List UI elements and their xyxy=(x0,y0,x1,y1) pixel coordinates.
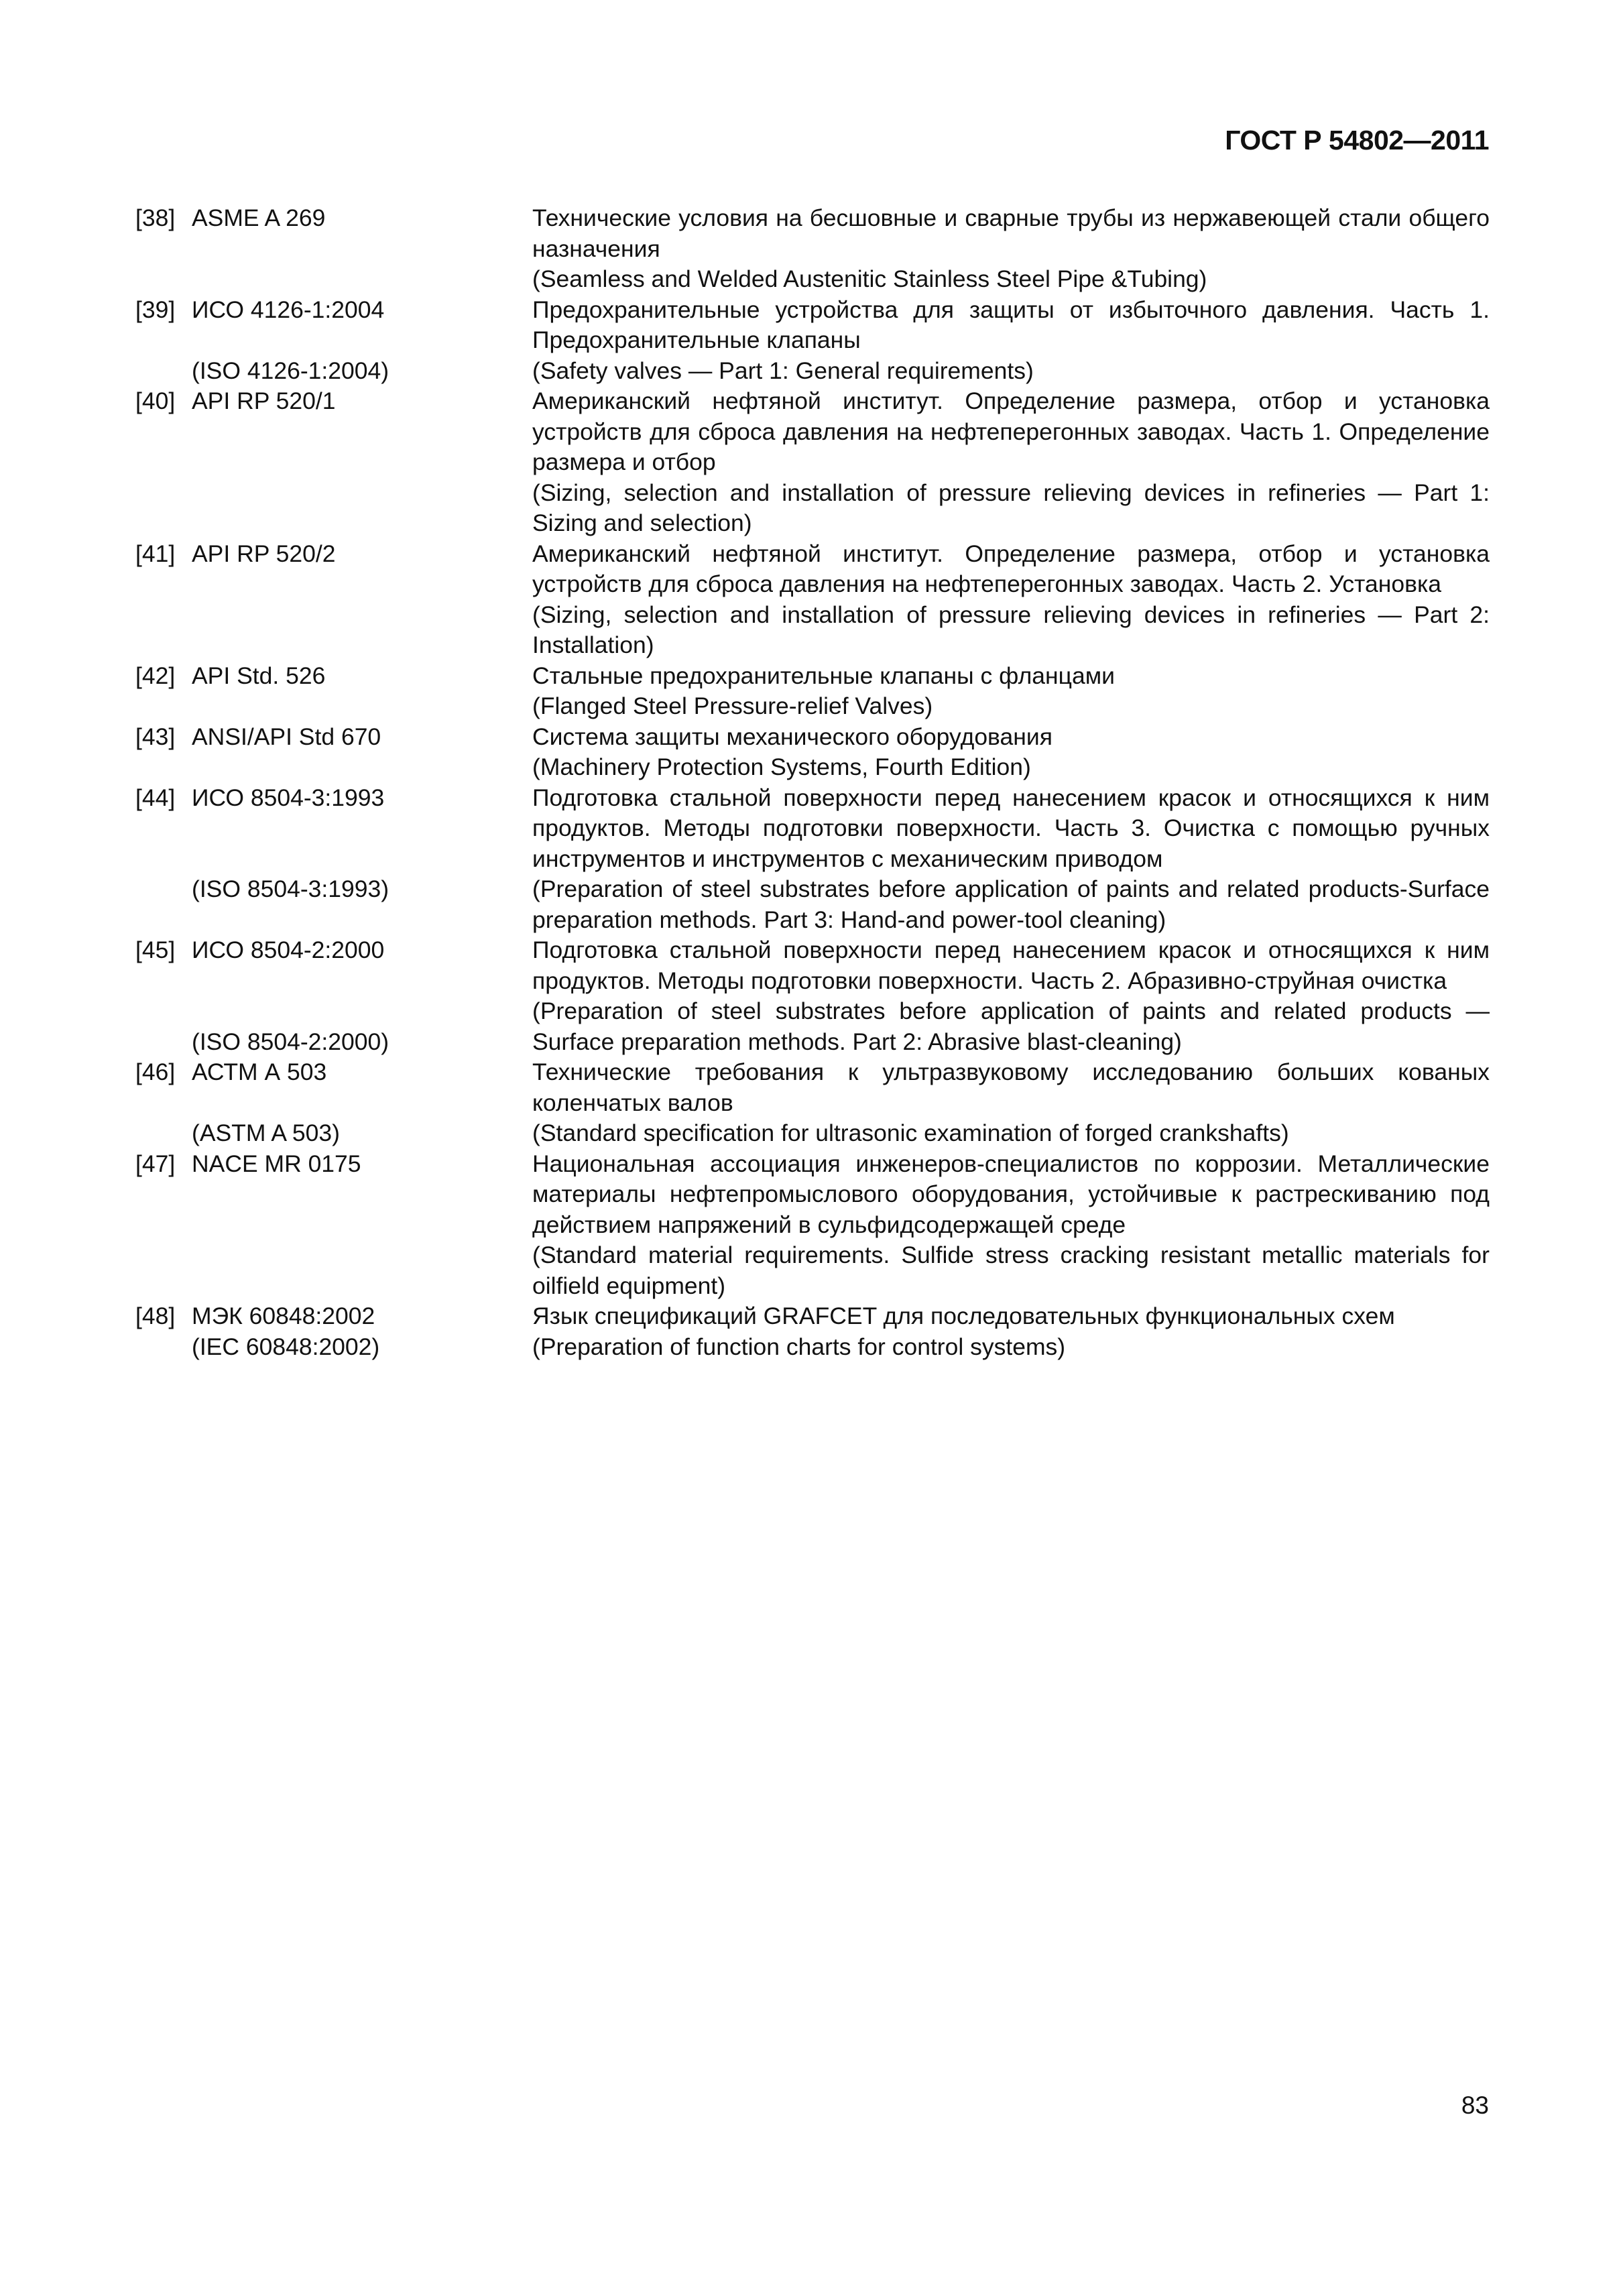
reference-item xyxy=(135,935,1490,1057)
reference-title-en: (Machinery Protection Systems, Fourth Edition) xyxy=(532,753,1031,780)
reference-title-ru: Национальная ассоциация инженеров-специалистов по коррозии. Металлические материалы нефтепромыслового оборудования, устойчивые к растрескиванию под действием напряжений в сульфидсодержащей среде xyxy=(532,1150,1490,1238)
reference-title-en: (Standard specification for ultrasonic examination of forged crankshafts) xyxy=(532,1120,1289,1146)
reference-title-en: (Sizing, selection and installation of pressure relieving devices in refineries — Part 1: Sizing and selection) xyxy=(532,479,1490,536)
reference-codes xyxy=(192,1057,532,1149)
page-header-standard: ГОСТ Р 54802—2011 xyxy=(1225,125,1489,156)
reference-number: [46] xyxy=(135,1059,176,1085)
reference-code: АСТМ А 503 xyxy=(192,1059,327,1085)
reference-title-en: (Seamless and Welded Austenitic Stainless Steel Pipe &Tubing) xyxy=(532,265,1207,292)
reference-description xyxy=(532,295,1490,387)
reference-codes xyxy=(192,203,532,295)
reference-title-ru: Система защиты механического оборудования xyxy=(532,723,1053,750)
reference-code: ANSI/API Std 670 xyxy=(192,723,381,750)
reference-item xyxy=(135,661,1490,722)
reference-item xyxy=(135,1301,1490,1362)
reference-codes xyxy=(192,783,532,936)
reference-title-en: (Standard material requirements. Sulfide stress cracking resistant metallic materials for oilfield equipment) xyxy=(532,1242,1490,1299)
reference-item xyxy=(135,539,1490,661)
reference-code: ИСО 8504-2:2000 xyxy=(192,936,385,963)
reference-codes xyxy=(192,935,532,1057)
reference-description xyxy=(532,539,1490,661)
reference-code-spacer xyxy=(192,844,532,875)
reference-code: ИСО 4126-1:2004 xyxy=(192,296,385,323)
reference-number: [47] xyxy=(135,1150,176,1177)
reference-description xyxy=(532,386,1490,539)
reference-item xyxy=(135,203,1490,295)
reference-description xyxy=(532,1301,1490,1362)
reference-title-en: (Sizing, selection and installation of pressure relieving devices in refineries — Part 2: Installation) xyxy=(532,601,1490,658)
reference-item xyxy=(135,386,1490,539)
reference-code: ASME A 269 xyxy=(192,204,326,231)
reference-code: NACE MR 0175 xyxy=(192,1150,361,1177)
reference-code: МЭК 60848:2002 xyxy=(192,1303,375,1329)
reference-description xyxy=(532,935,1490,1057)
reference-left-column xyxy=(135,935,532,1057)
reference-title-ru: Подготовка стальной поверхности перед нанесением красок и относящихся к ним продуктов. Методы подготовки поверхности. Часть 3. Очистка с помощью ручных инструментов и инструментов с механическим приводом xyxy=(532,784,1490,872)
reference-title-en: (Preparation of steel substrates before application of paints and related products-Surface preparation methods. Part 3: Hand-and power-tool cleaning) xyxy=(532,875,1490,933)
reference-left-column xyxy=(135,722,532,783)
reference-left-column xyxy=(135,539,532,661)
reference-code-spacer xyxy=(192,966,532,997)
reference-number: [38] xyxy=(135,204,176,231)
reference-description xyxy=(532,722,1490,783)
reference-description xyxy=(532,783,1490,936)
reference-title-ru: Технические требования к ультразвуковому исследованию больших кованых коленчатых валов xyxy=(532,1059,1490,1116)
reference-left-column xyxy=(135,661,532,722)
reference-item xyxy=(135,722,1490,783)
reference-title-ru: Стальные предохранительные клапаны с фланцами xyxy=(532,662,1115,689)
reference-code-alt: (ISO 8504-2:2000) xyxy=(192,1028,389,1055)
reference-left-column xyxy=(135,1149,532,1302)
reference-code-spacer xyxy=(192,325,532,356)
reference-codes xyxy=(192,1301,532,1362)
reference-left-column xyxy=(135,1057,532,1149)
reference-number: [44] xyxy=(135,784,176,811)
reference-number: [40] xyxy=(135,387,176,414)
reference-list xyxy=(135,203,1490,1362)
reference-codes xyxy=(192,1149,532,1302)
reference-number: [45] xyxy=(135,936,176,963)
reference-item xyxy=(135,1057,1490,1149)
reference-code: ИСО 8504-3:1993 xyxy=(192,784,385,811)
reference-left-column xyxy=(135,1301,532,1362)
reference-code-spacer xyxy=(192,1088,532,1119)
reference-title-ru: Технические условия на бесшовные и сварные трубы из нержавеющей стали общего назначения xyxy=(532,204,1490,262)
reference-code: API RP 520/1 xyxy=(192,387,336,414)
reference-code-alt: (ASTM A 503) xyxy=(192,1120,340,1146)
reference-left-column xyxy=(135,783,532,936)
reference-number: [48] xyxy=(135,1303,176,1329)
reference-left-column xyxy=(135,386,532,539)
reference-number: [39] xyxy=(135,296,176,323)
reference-codes xyxy=(192,661,532,722)
reference-left-column xyxy=(135,203,532,295)
reference-code: API RP 520/2 xyxy=(192,540,336,567)
reference-code-alt: (ISO 8504-3:1993) xyxy=(192,875,389,902)
reference-title-en: (Flanged Steel Pressure-relief Valves) xyxy=(532,692,933,719)
reference-codes xyxy=(192,539,532,661)
reference-code-alt: (IEC 60848:2002) xyxy=(192,1333,380,1360)
reference-description xyxy=(532,1149,1490,1302)
reference-item xyxy=(135,783,1490,936)
reference-number: [42] xyxy=(135,662,176,689)
reference-number: [41] xyxy=(135,540,176,567)
reference-item xyxy=(135,295,1490,387)
reference-title-ru: Язык спецификаций GRAFCET для последовательных функциональных схем xyxy=(532,1303,1395,1329)
reference-title-ru: Предохранительные устройства для защиты от избыточного давления. Часть 1. Предохранительные клапаны xyxy=(532,296,1490,353)
reference-code-spacer xyxy=(192,813,532,844)
reference-code-alt: (ISO 4126-1:2004) xyxy=(192,357,389,384)
reference-title-en: (Preparation of steel substrates before application of paints and related products — Surface preparation methods. Part 2: Abrasive blast-cleaning) xyxy=(532,998,1490,1055)
page-number: 83 xyxy=(1461,2092,1489,2119)
reference-title-ru: Подготовка стальной поверхности перед нанесением красок и относящихся к ним продуктов. Методы подготовки поверхности. Часть 2. Абразивно-струйная очистка xyxy=(532,936,1490,994)
reference-codes xyxy=(192,386,532,539)
reference-title-en: (Preparation of function charts for control systems) xyxy=(532,1333,1066,1360)
reference-left-column xyxy=(135,295,532,387)
reference-codes xyxy=(192,295,532,387)
reference-item xyxy=(135,1149,1490,1302)
reference-title-ru: Американский нефтяной институт. Определение размера, отбор и установка устройств для сброса давления на нефтеперегонных заводах. Часть 1. Определение размера и отбор xyxy=(532,387,1490,475)
reference-description xyxy=(532,661,1490,722)
reference-description xyxy=(532,203,1490,295)
reference-code: API Std. 526 xyxy=(192,662,326,689)
reference-code-spacer xyxy=(192,996,532,1027)
reference-title-ru: Американский нефтяной институт. Определение размера, отбор и установка устройств для сброса давления на нефтеперегонных заводах. Часть 2. Установка xyxy=(532,540,1490,597)
reference-description xyxy=(532,1057,1490,1149)
reference-codes xyxy=(192,722,532,783)
reference-number: [43] xyxy=(135,723,176,750)
reference-title-en: (Safety valves — Part 1: General requirements) xyxy=(532,357,1034,384)
